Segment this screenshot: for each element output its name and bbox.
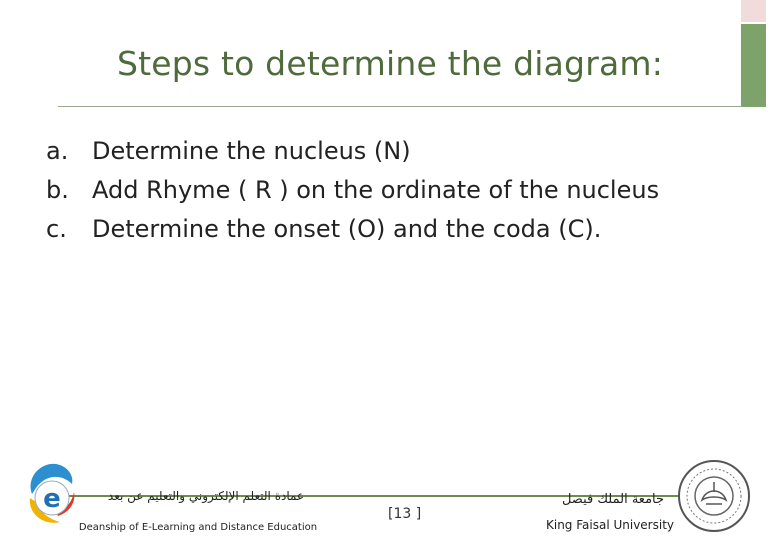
list-item bbox=[46, 132, 659, 171]
steps-list bbox=[46, 132, 659, 249]
title-divider bbox=[58, 106, 742, 107]
university-arabic-name: جامعة الملك فيصل bbox=[561, 492, 665, 507]
university-seal-icon bbox=[676, 458, 752, 534]
university-english-name: King Faisal University bbox=[545, 518, 674, 532]
slide-title: Steps to determine the diagram: bbox=[116, 44, 664, 83]
list-item bbox=[46, 171, 659, 210]
list-item bbox=[46, 210, 659, 249]
e-learning-logo-icon bbox=[22, 458, 78, 528]
page-number: [13 ] bbox=[388, 506, 422, 522]
list-marker: c. bbox=[46, 215, 67, 243]
list-item-text: Determine the nucleus (N) bbox=[92, 137, 411, 165]
accent-bar-pink bbox=[741, 0, 766, 22]
svg-text:e: e bbox=[43, 484, 61, 514]
deanship-arabic-name: عمادة التعلم الإلكتروني والتعليم عن بعد bbox=[107, 489, 305, 503]
list-marker: a. bbox=[46, 137, 69, 165]
list-marker: b. bbox=[46, 176, 69, 204]
list-item-text: Determine the onset (O) and the coda (C). bbox=[92, 215, 602, 243]
list-item-text: Add Rhyme ( R ) on the ordinate of the nucleus bbox=[92, 176, 660, 204]
deanship-english-name: Deanship of E-Learning and Distance Education bbox=[78, 522, 318, 533]
